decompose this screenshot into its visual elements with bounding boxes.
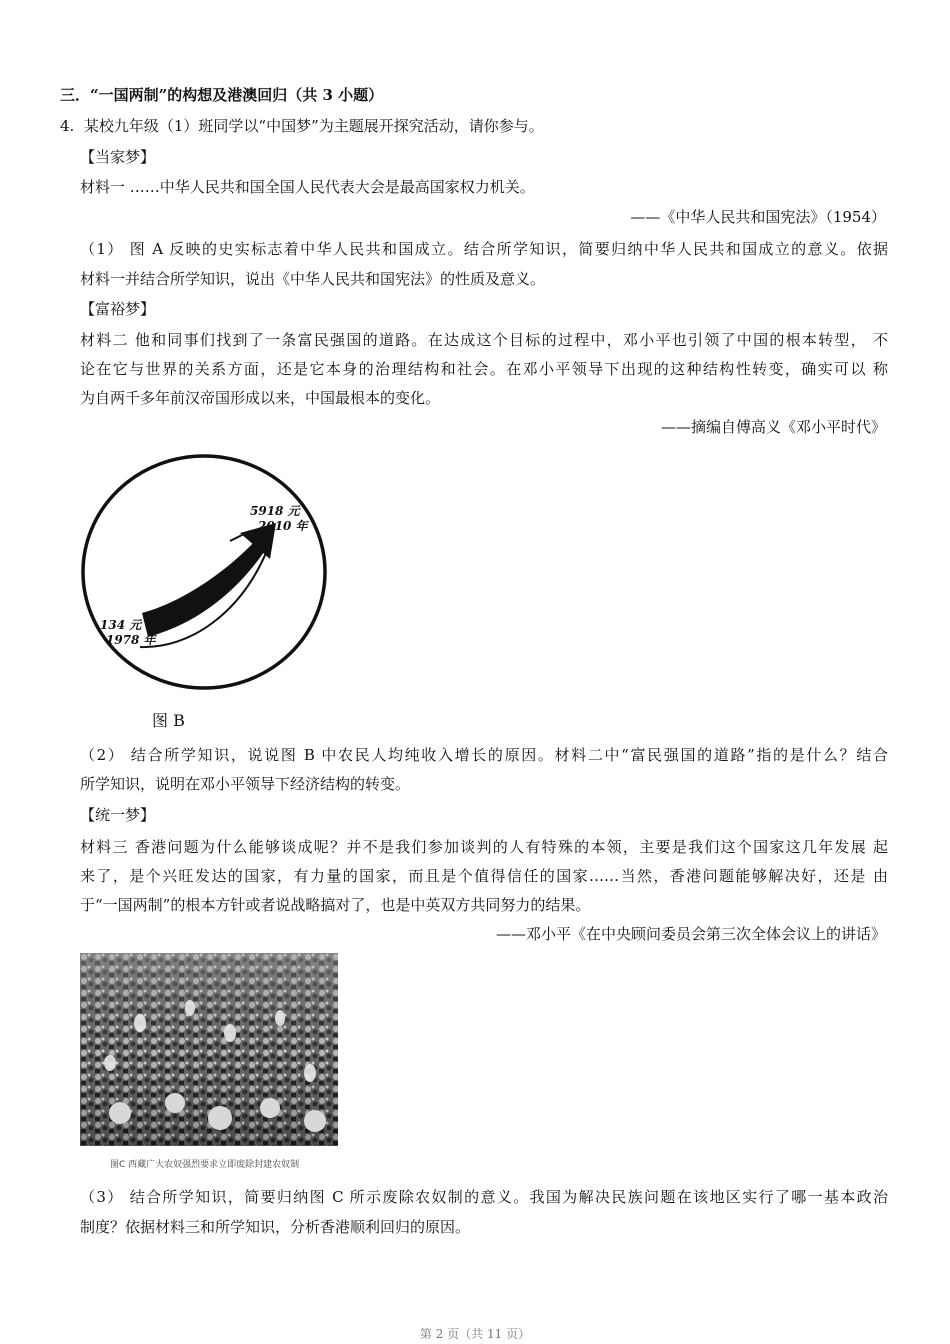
question-stem	[60, 115, 544, 137]
heading-tong-yi: 【统一梦】	[80, 806, 156, 824]
figure-b-circle	[83, 456, 325, 688]
question-stem-text: 某校九年级（1）班同学以“中国梦”为主题展开探究活动，请你参与。	[83, 117, 544, 135]
material-one-source: ——《中华人民共和国宪法》（1954）	[630, 208, 886, 226]
figure-b-arrow-body	[142, 541, 266, 637]
section-title: 三．“一国两制”的构想及港澳回归（共 3 小题）	[60, 86, 384, 104]
question-3-line-2: 制度？依据材料三和所学知识，分析香港顺利回归的原因。	[80, 1218, 471, 1236]
heading-fu-yu: 【富裕梦】	[80, 300, 156, 318]
question-1-line-1: （1） 图 A 反映的史实标志着中华人民共和国成立。结合所学知识，简要归纳中华人民共和国成立的意义。依据	[80, 240, 888, 258]
page-footer: 第 2 页（共 11 页）	[419, 1327, 531, 1341]
material-two-source: ——摘编自傅高义《邓小平时代》	[660, 418, 886, 436]
question-2-line-1: （2） 结合所学知识，说说图 B 中农民人均纯收入增长的原因。材料二中“富民强国的道路”指的是什么？结合	[80, 746, 888, 764]
figure-b-bottom-year: 1978 年	[106, 633, 156, 647]
material-two-line-2: 论在它与世界的关系方面，还是它本身的治理结构和社会。在邓小平领导下出现的这种结构性转变，确实可以 称	[80, 360, 888, 378]
material-two-line-1: 材料二 他和同事们找到了一条富民强国的道路。在达成这个目标的过程中，邓小平也引领了中国的根本转型， 不	[80, 331, 888, 349]
figure-b-top-year: 2010 年	[258, 519, 308, 533]
material-three-source: ——邓小平《在中央顾问委员会第三次全体会议上的讲话》	[495, 925, 886, 943]
figure-c-caption: 图C 西藏广大农奴强烈要求立即废除封建农奴制	[110, 1160, 300, 1170]
material-two-line-3: 为自两千多年前汉帝国形成以来，中国最根本的变化。	[80, 389, 441, 407]
figure-b-income-chart	[80, 453, 328, 691]
figure-b-top-value: 5918 元	[250, 504, 300, 518]
heading-dang-jia: 【当家梦】	[80, 148, 156, 166]
material-three-line-3: 于“一国两制”的根本方针或者说战略搞对了，也是中英双方共同努力的结果。	[80, 896, 591, 914]
figure-b-caption: 图 B	[152, 711, 185, 730]
material-three-line-1: 材料三 香港问题为什么能够谈成呢？并不是我们参加谈判的人有特殊的本领，主要是我们这个国家这几年发展 起	[80, 838, 888, 856]
question-number: 4.	[60, 117, 75, 135]
figure-b-bottom-value: 134 元	[100, 618, 142, 632]
material-one: 材料一 ……中华人民共和国全国人民代表大会是最高国家权力机关。	[80, 178, 535, 196]
question-3-line-1: （3） 结合所学知识，简要归纳图 C 所示废除农奴制的意义。我国为解决民族问题在该地区实行了哪一基本政治	[80, 1188, 888, 1206]
question-1-line-2: 材料一并结合所学知识，说出《中华人民共和国宪法》的性质及意义。	[80, 270, 546, 288]
question-2-line-2: 所学知识，说明在邓小平领导下经济结构的转变。	[80, 775, 411, 793]
material-three-line-2: 来了，是个兴旺发达的国家，有力量的国家，而且是个值得信任的国家……当然，香港问题能够解决好，还是 由	[80, 867, 888, 885]
figure-c-crowd-photo	[80, 953, 338, 1146]
